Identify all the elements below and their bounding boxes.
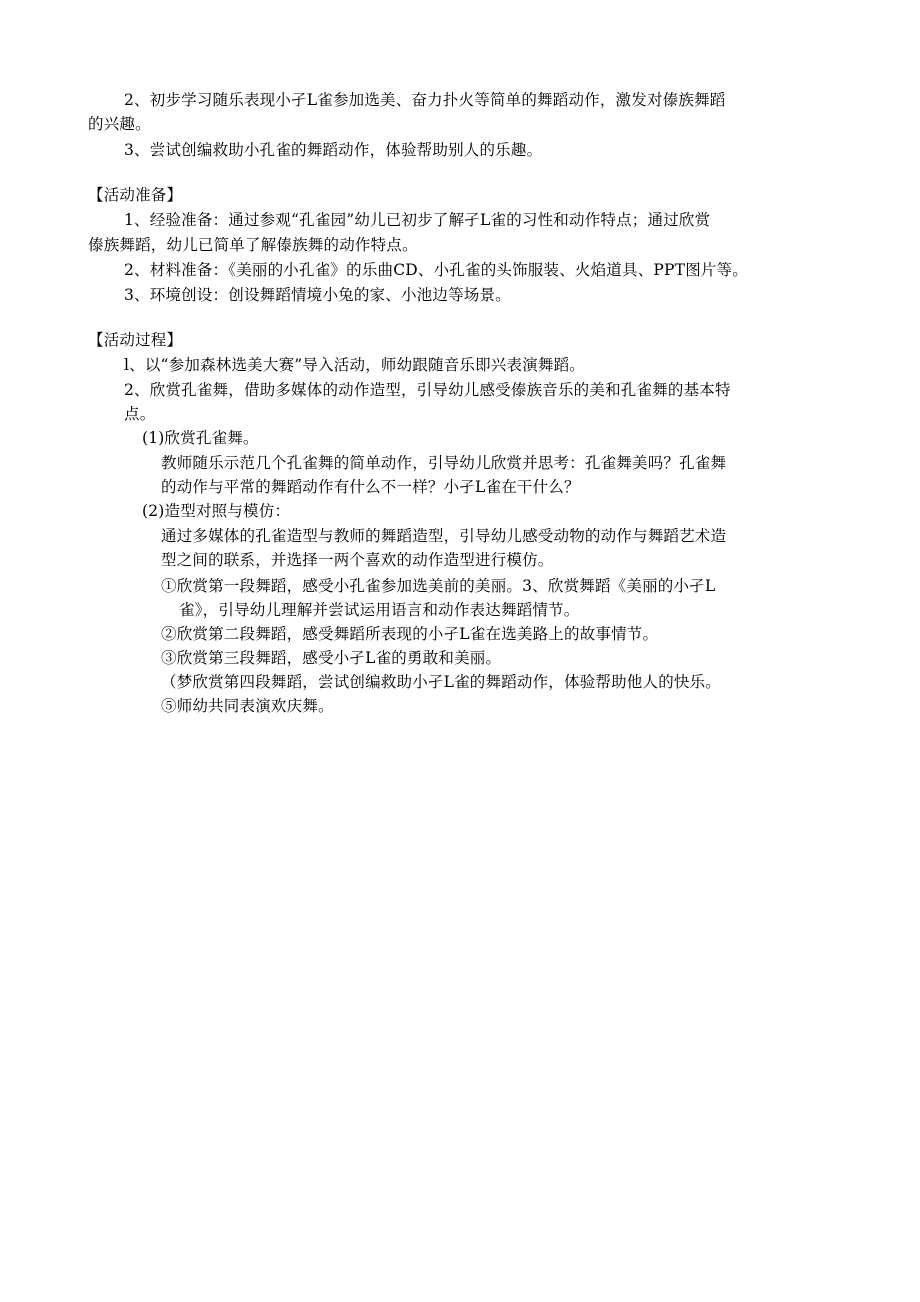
sub-step-1-line-2: 的动作与平常的舞蹈动作有什么不一样？小孑L雀在干什么？	[161, 478, 580, 496]
sub-step-2-title: (2)造型对照与模仿：	[142, 502, 291, 520]
process-heading: 【活动过程】	[88, 331, 183, 349]
circle-item-5: ⑤师幼共同表演欢庆舞。	[161, 697, 334, 715]
preparation-item-2: 2、材料准备：《美丽的小孔雀》的乐曲CD、小孔雀的头饰服装、火焰道具、PPT图片等。	[124, 261, 748, 279]
process-step-2-line-2: 点。	[124, 405, 156, 423]
preparation-heading: 【活动准备】	[88, 186, 183, 204]
goal-2-line-2: 的兴趣。	[88, 115, 151, 133]
goal-2-line-1: 2、初步学习随乐表现小孑L雀参加选美、奋力扑火等简单的舞蹈动作，激发对傣族舞蹈	[124, 91, 726, 109]
circle-item-2: ②欣赏第二段舞蹈，感受舞蹈所表现的小孑L雀在选美路上的故事情节。	[161, 625, 659, 643]
circle-item-4: （梦欣赏第四段舞蹈，尝试创编救助小孑L雀的舞蹈动作，体验帮助他人的快乐。	[161, 673, 721, 691]
goal-3: 3、尝试创编救助小孔雀的舞蹈动作，体验帮助别人的乐趣。	[124, 141, 543, 159]
preparation-item-1-line-1: 1、经验准备：通过参观“孔雀园”幼儿已初步了解孑L雀的习性和动作特点；通过欣赏	[124, 211, 711, 229]
circle-item-1-line-2: 雀》，引导幼儿理解并尝试运用语言和动作表达舞蹈情节。	[179, 601, 580, 619]
preparation-item-1-line-2: 傣族舞蹈，幼儿已简单了解傣族舞的动作特点。	[88, 236, 418, 254]
circle-item-3: ③欣赏第三段舞蹈，感受小孑L雀的勇敢和美丽。	[161, 649, 502, 667]
preparation-item-3: 3、环境创设：创设舞蹈情境小兔的家、小池边等场景。	[124, 286, 511, 304]
sub-step-1-title: (1)欣赏孔雀舞。	[142, 429, 259, 447]
circle-item-1-line-1: ①欣赏第一段舞蹈，感受小孔雀参加选美前的美丽。3、欣赏舞蹈《美丽的小孑L	[161, 577, 716, 595]
process-step-1: l、以“参加森林选美大赛”导入活动，师幼跟随音乐即兴表演舞蹈。	[124, 356, 586, 374]
sub-step-1-line-1: 教师随乐示范几个孔雀舞的简单动作，引导幼儿欣赏并思考：孔雀舞美吗？孔雀舞	[161, 454, 727, 472]
process-step-2-line-1: 2、欣赏孔雀舞，借助多媒体的动作造型，引导幼儿感受傣族音乐的美和孔雀舞的基本特	[124, 381, 731, 399]
sub-step-2-line-2: 型之间的联系，并选择一两个喜欢的动作造型进行模仿。	[161, 551, 554, 569]
sub-step-2-line-1: 通过多媒体的孔雀造型与教师的舞蹈造型，引导幼儿感受动物的动作与舞蹈艺术造	[161, 527, 727, 545]
